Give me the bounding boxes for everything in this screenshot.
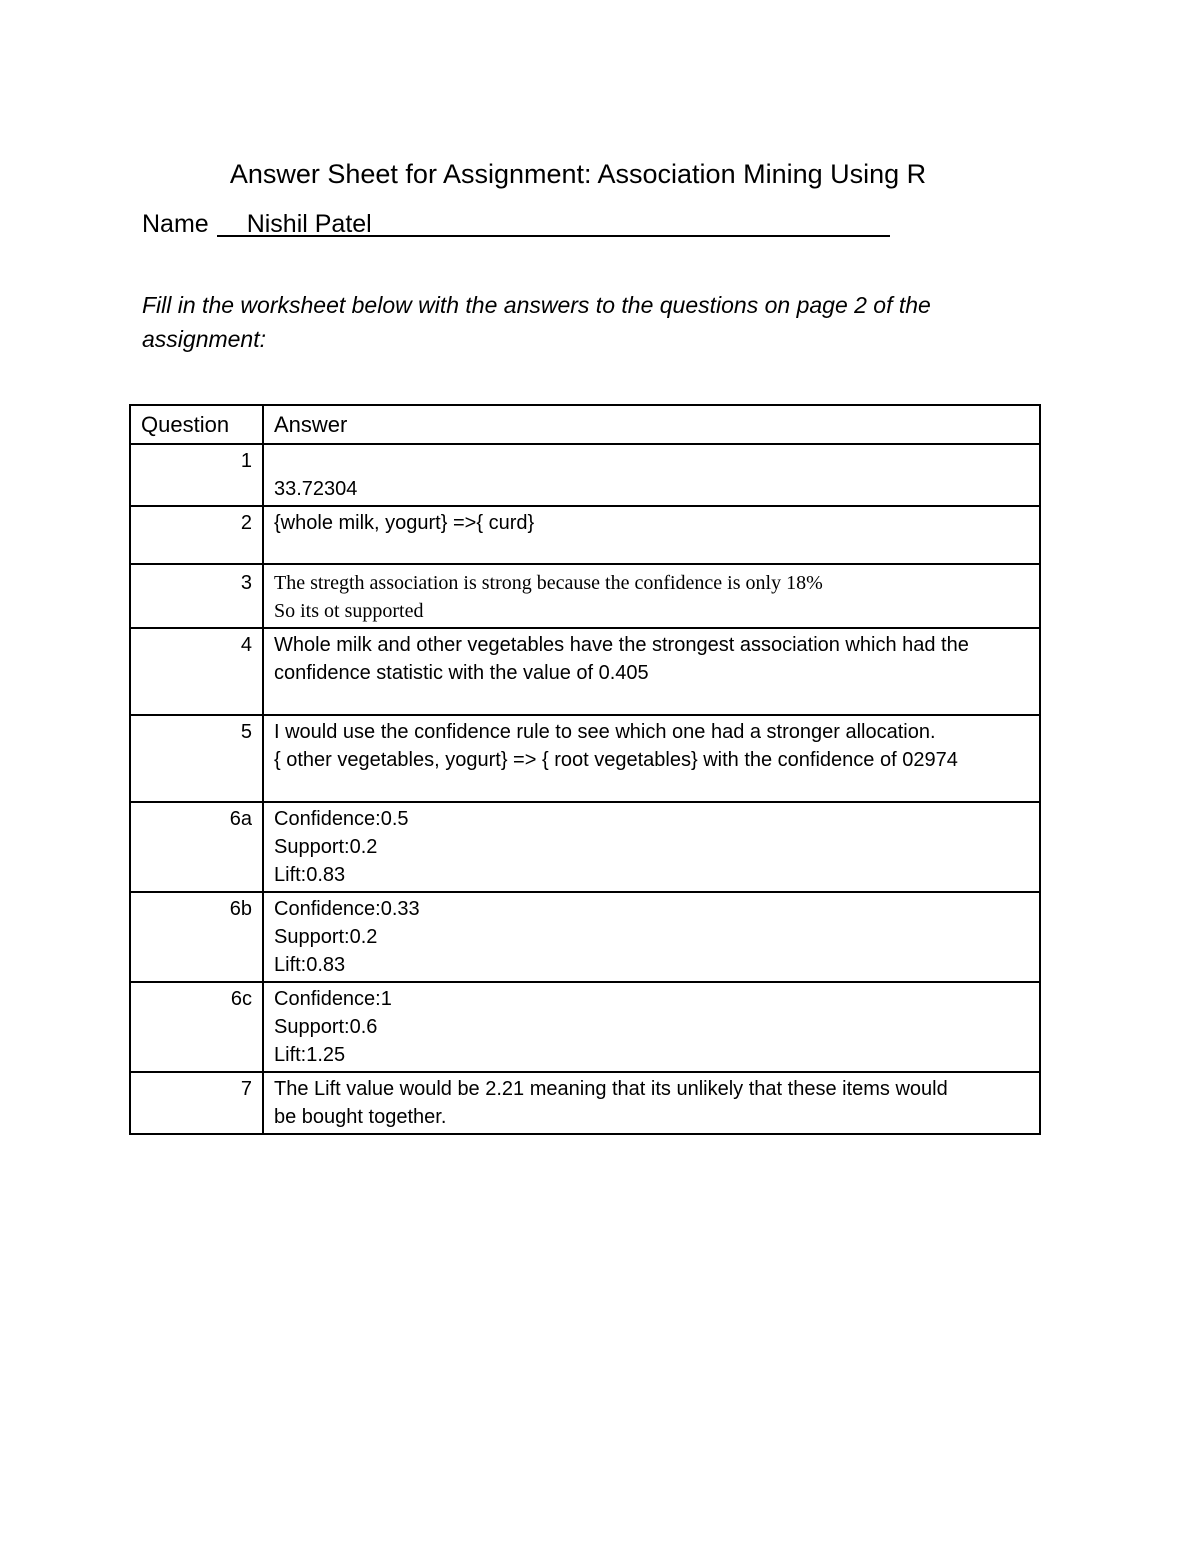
answer-line: Lift:1.25 bbox=[274, 1044, 346, 1066]
table-row bbox=[130, 802, 1040, 892]
answer-line: Whole milk and other vegetables have the strongest association which had the bbox=[274, 634, 969, 656]
table-row bbox=[130, 506, 1040, 564]
table-row bbox=[130, 982, 1040, 1072]
question-number: 6c bbox=[130, 982, 263, 1072]
answer-cell bbox=[263, 802, 1040, 892]
answer-line: Confidence:0.5 bbox=[274, 808, 409, 830]
answer-line: Support:0.2 bbox=[274, 926, 378, 948]
answer-line: 33.72304 bbox=[274, 478, 358, 500]
answer-cell bbox=[263, 628, 1040, 715]
table-row bbox=[130, 628, 1040, 715]
answer-line: confidence statistic with the value of 0.405 bbox=[274, 662, 649, 684]
answer-line: {whole milk, yogurt} =>{ curd} bbox=[274, 512, 535, 534]
question-column-header: Question bbox=[130, 405, 263, 444]
answer-cell bbox=[263, 564, 1040, 628]
table-row bbox=[130, 1072, 1040, 1134]
answer-line: be bought together. bbox=[274, 1106, 447, 1128]
table-row bbox=[130, 444, 1040, 506]
answer-line: Lift:0.83 bbox=[274, 954, 346, 976]
answer-cell bbox=[263, 982, 1040, 1072]
question-number: 5 bbox=[130, 715, 263, 802]
question-number: 4 bbox=[130, 628, 263, 715]
question-number: 6a bbox=[130, 802, 263, 892]
answer-line: Confidence:1 bbox=[274, 988, 392, 1010]
answer-cell bbox=[263, 444, 1040, 506]
answer-line: Support:0.2 bbox=[274, 836, 378, 858]
answer-table bbox=[129, 404, 1041, 1135]
answer-line: Confidence:0.33 bbox=[274, 898, 420, 920]
question-number: 2 bbox=[130, 506, 263, 564]
table-row bbox=[130, 892, 1040, 982]
page-title: Answer Sheet for Assignment: Association Mining Using R bbox=[229, 159, 927, 189]
answer-column-header: Answer bbox=[263, 405, 1040, 444]
table-row bbox=[130, 715, 1040, 802]
answer-cell bbox=[263, 715, 1040, 802]
answer-line: Support:0.6 bbox=[274, 1016, 378, 1038]
answer-line: The Lift value would be 2.21 meaning that its unlikely that these items would bbox=[274, 1078, 948, 1100]
question-number: 6b bbox=[130, 892, 263, 982]
answer-line: The stregth association is strong because the confidence is only 18% bbox=[274, 572, 823, 594]
question-number: 3 bbox=[130, 564, 263, 628]
name-field-row bbox=[142, 206, 890, 242]
table-row bbox=[130, 564, 1040, 628]
instructions-text: Fill in the worksheet below with the answers to the questions on page 2 of the assignment: bbox=[142, 292, 931, 352]
question-number: 7 bbox=[130, 1072, 263, 1134]
table-header-row bbox=[130, 405, 1040, 444]
answer-cell bbox=[263, 506, 1040, 564]
answer-line: So its ot supported bbox=[274, 600, 424, 622]
answer-line: { other vegetables, yogurt} => { root vegetables} with the confidence of 02974 bbox=[274, 749, 958, 771]
name-label: Name bbox=[142, 210, 209, 238]
answer-line: I would use the confidence rule to see which one had a stronger allocation. bbox=[274, 721, 936, 743]
answer-line-blank bbox=[274, 447, 1029, 475]
answer-cell bbox=[263, 892, 1040, 982]
question-number: 1 bbox=[130, 444, 263, 506]
answer-cell bbox=[263, 1072, 1040, 1134]
answer-line: Lift:0.83 bbox=[274, 864, 346, 886]
name-value: Nishil Patel bbox=[217, 206, 890, 237]
